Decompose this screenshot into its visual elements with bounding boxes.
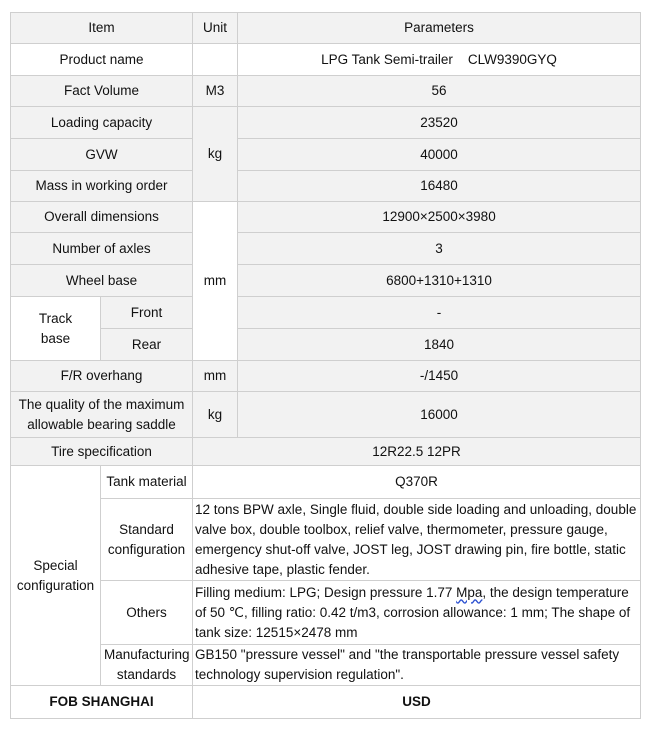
- value-standard-configuration: 12 tons BPW axle, Single fluid, double side loading and unloading, double valve box, double toolbox, relief valve, thermometer, pressure gauge, emergency shut-off valve, JOST leg, JOST drawing pin, fire bottle, static adhesive tape, plastic fender.: [193, 499, 641, 581]
- row-tire-spec: [11, 438, 641, 466]
- unit-fr-overhang: mm: [193, 361, 238, 392]
- label-fob: FOB SHANGHAI: [11, 686, 193, 719]
- label-track-front: Front: [101, 297, 193, 329]
- value-fact-volume: 56: [238, 76, 641, 107]
- bearing-saddle-line1: The quality of the maximum: [18, 396, 185, 412]
- label-track-base: [11, 297, 101, 361]
- label-manufacturing-standards: [101, 645, 193, 686]
- standard-line2: configuration: [107, 541, 186, 557]
- row-fob: [11, 686, 641, 719]
- row-tank-material: [11, 466, 641, 499]
- row-standard-configuration: [11, 499, 641, 581]
- value-product-name: LPG Tank Semi-trailer CLW9390GYQ: [238, 44, 641, 76]
- label-number-of-axles: Number of axles: [11, 233, 193, 265]
- header-unit: Unit: [193, 13, 238, 44]
- row-mass-working: [11, 171, 641, 202]
- value-wheel-base: 6800+1310+1310: [238, 265, 641, 297]
- label-fr-overhang: F/R overhang: [11, 361, 193, 392]
- row-others: [11, 581, 641, 645]
- parameters-table: [10, 12, 641, 719]
- value-tank-material: Q370R: [193, 466, 641, 499]
- label-product-name: Product name: [11, 44, 193, 76]
- row-bearing-saddle: [11, 392, 641, 438]
- label-track-rear: Rear: [101, 329, 193, 361]
- unit-fact-volume: M3: [193, 76, 238, 107]
- value-fr-overhang: -/1450: [238, 361, 641, 392]
- label-mass-working: Mass in working order: [11, 171, 193, 202]
- others-text-part2: , the design temperature of 50 ℃, filling ratio: 0.42 t/m3, corrosion allowance: 1 mm; The shape of tank size: 12515×2478 mm: [195, 584, 631, 640]
- row-fr-overhang: [11, 361, 641, 392]
- row-wheel-base: [11, 265, 641, 297]
- unit-mm-group: mm: [193, 202, 238, 361]
- value-overall-dimensions: 12900×2500×3980: [238, 202, 641, 233]
- value-track-front: -: [238, 297, 641, 329]
- label-standard-configuration: [101, 499, 193, 581]
- label-gvw: GVW: [11, 139, 193, 171]
- label-tire-spec: Tire specification: [11, 438, 193, 466]
- value-currency: USD: [193, 686, 641, 719]
- row-loading-capacity: [11, 107, 641, 139]
- row-gvw: [11, 139, 641, 171]
- manufacturing-line2: standards: [116, 667, 177, 682]
- value-tire-spec: 12R22.5 12PR: [193, 438, 641, 466]
- value-manufacturing-standards: GB150 "pressure vessel" and "the transportable pressure vessel safety technology supervision regulation".: [193, 645, 641, 686]
- header-parameters: Parameters: [238, 13, 641, 44]
- special-line2: configuration: [16, 577, 95, 593]
- label-loading-capacity: Loading capacity: [11, 107, 193, 139]
- unit-product-name: [193, 44, 238, 76]
- track-base-line1: Track: [38, 310, 73, 326]
- special-line1: Special: [33, 557, 78, 573]
- value-number-of-axles: 3: [238, 233, 641, 265]
- bearing-saddle-line2: allowable bearing saddle: [27, 416, 176, 432]
- row-track-front: [11, 297, 641, 329]
- row-manufacturing-standards: [11, 645, 641, 686]
- manufacturing-line1: Manufacturing: [104, 647, 190, 662]
- label-special-configuration: [11, 466, 101, 686]
- row-fact-volume: [11, 76, 641, 107]
- standard-line1: Standard: [119, 521, 174, 537]
- row-track-rear: [11, 329, 641, 361]
- label-tank-material: Tank material: [101, 466, 193, 499]
- value-bearing-saddle: 16000: [238, 392, 641, 438]
- value-gvw: 40000: [238, 139, 641, 171]
- header-row: [11, 13, 641, 44]
- track-base-line2: base: [40, 330, 71, 346]
- others-text-part1: Filling medium: LPG; Design pressure 1.77: [195, 584, 457, 600]
- label-others: Others: [101, 581, 193, 645]
- row-product-name: [11, 44, 641, 76]
- unit-kg-group: kg: [193, 107, 238, 202]
- label-overall-dimensions: Overall dimensions: [11, 202, 193, 233]
- value-others: [193, 581, 641, 645]
- label-wheel-base: Wheel base: [11, 265, 193, 297]
- row-number-of-axles: [11, 233, 641, 265]
- value-track-rear: 1840: [238, 329, 641, 361]
- unit-bearing-saddle: kg: [193, 392, 238, 438]
- row-overall-dimensions: [11, 202, 641, 233]
- header-item: Item: [11, 13, 193, 44]
- value-loading-capacity: 23520: [238, 107, 641, 139]
- value-mass-working: 16480: [238, 171, 641, 202]
- others-text-mpa: Mpa: [456, 584, 483, 600]
- label-fact-volume: Fact Volume: [11, 76, 193, 107]
- label-bearing-saddle: [11, 392, 193, 438]
